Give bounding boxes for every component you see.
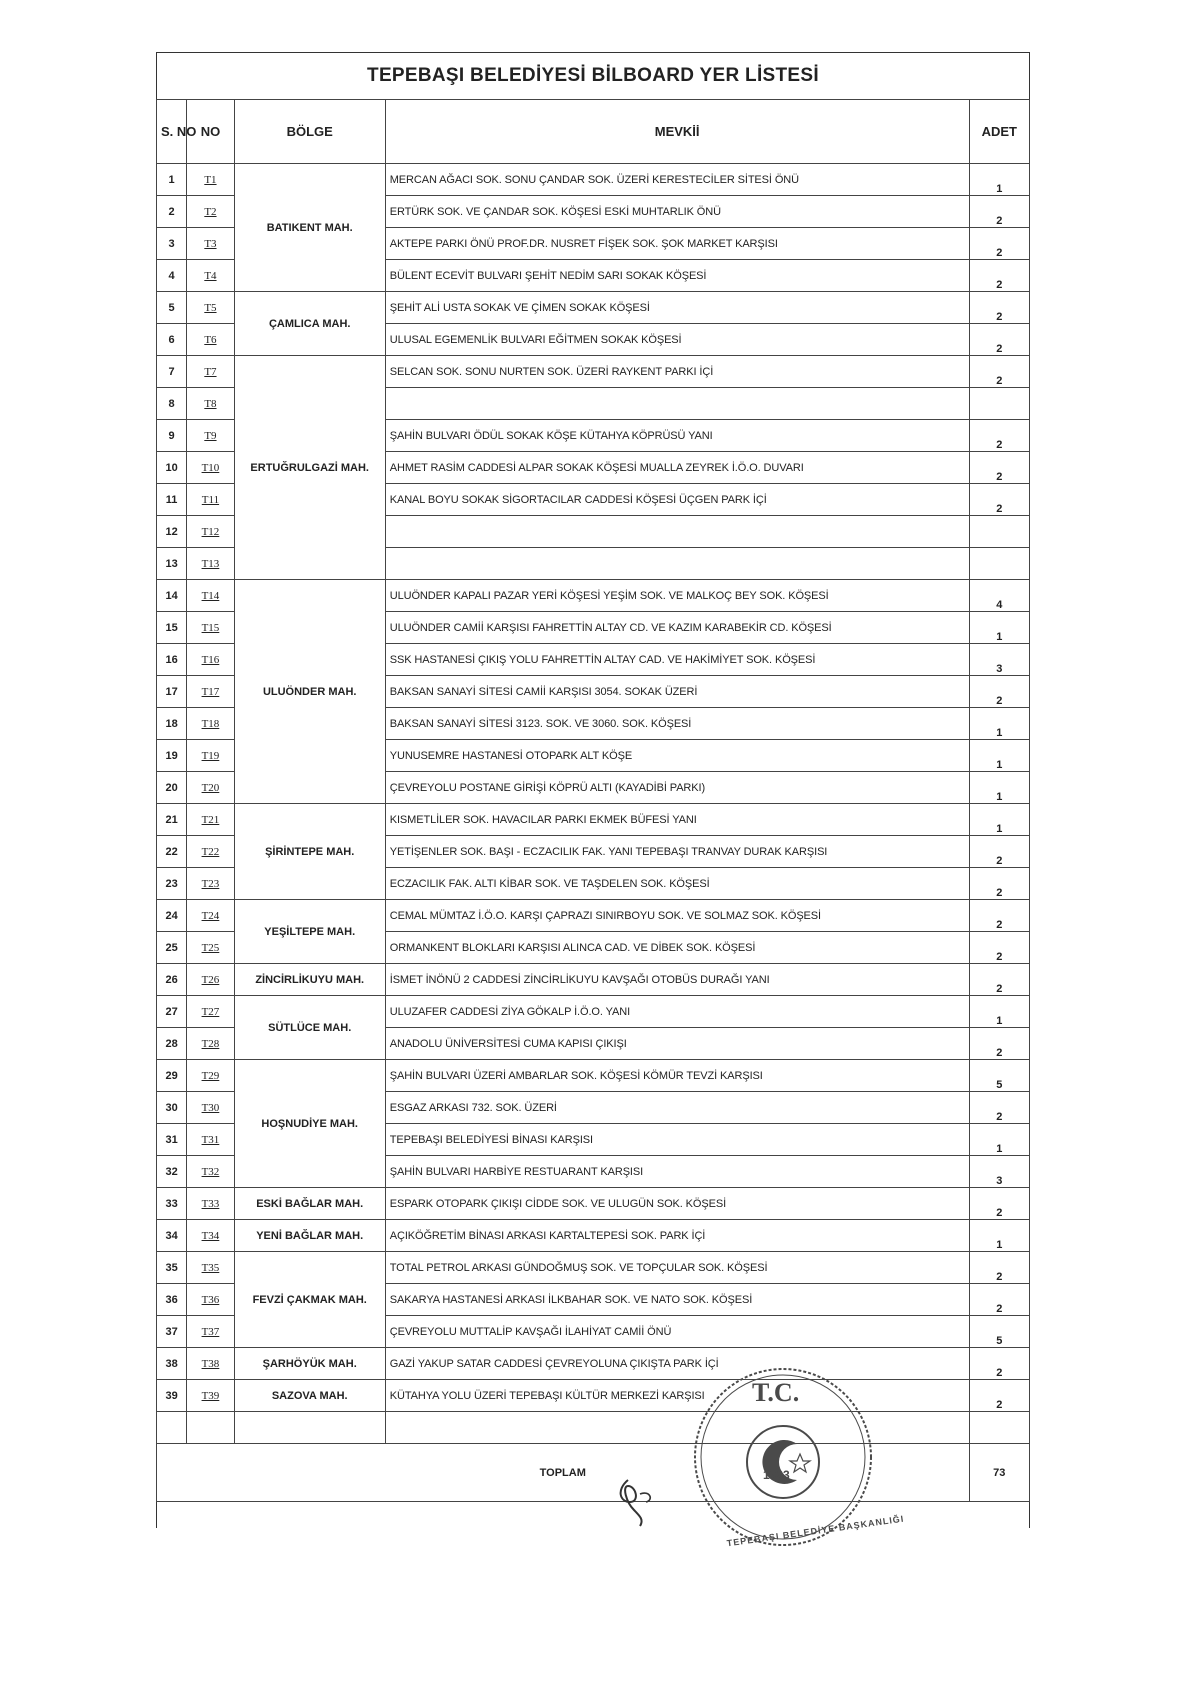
row-adet: 5 — [969, 1060, 1029, 1092]
row-adet: 1 — [969, 164, 1029, 196]
row-mevki: ECZACILIK FAK. ALTI KİBAR SOK. VE TAŞDELEN SOK. KÖŞESİ — [385, 868, 969, 900]
row-adet: 2 — [969, 260, 1029, 292]
row-bolge: ESKİ BAĞLAR MAH. — [234, 1188, 385, 1220]
row-no: T6 — [187, 324, 234, 356]
row-bolge: ZİNCİRLİKUYU MAH. — [234, 964, 385, 996]
seal-top-text: T.C. — [752, 1378, 800, 1407]
row-mevki: GAZİ YAKUP SATAR CADDESİ ÇEVREYOLUNA ÇIKIŞTA PARK İÇİ — [385, 1348, 969, 1380]
total-label: TOPLAM — [157, 1444, 970, 1502]
row-sno: 34 — [157, 1220, 187, 1252]
row-no: T25 — [187, 932, 234, 964]
row-mevki: ULUSAL EGEMENLİK BULVARI EĞİTMEN SOKAK KÖŞESİ — [385, 324, 969, 356]
table-row — [157, 1380, 1030, 1412]
row-bolge: ERTUĞRULGAZİ MAH. — [234, 356, 385, 580]
row-mevki: ŞAHİN BULVARI HARBİYE RESTUARANT KARŞISI — [385, 1156, 969, 1188]
row-sno: 26 — [157, 964, 187, 996]
row-mevki: BAKSAN SANAYİ SİTESİ CAMİİ KARŞISI 3054. SOKAK ÜZERİ — [385, 676, 969, 708]
row-mevki: SAKARYA HASTANESİ ARKASI İLKBAHAR SOK. VE NATO SOK. KÖŞESİ — [385, 1284, 969, 1316]
row-no: T15 — [187, 612, 234, 644]
row-adet: 2 — [969, 292, 1029, 324]
row-adet: 1 — [969, 1124, 1029, 1156]
row-bolge: BATIKENT MAH. — [234, 164, 385, 292]
row-sno: 7 — [157, 356, 187, 388]
row-sno: 8 — [157, 388, 187, 420]
row-adet: 2 — [969, 1284, 1029, 1316]
table-row — [157, 356, 1030, 388]
table-row — [157, 164, 1030, 196]
row-mevki: ŞEHİT ALİ USTA SOKAK VE ÇİMEN SOKAK KÖŞESİ — [385, 292, 969, 324]
row-no: T39 — [187, 1380, 234, 1412]
row-sno: 20 — [157, 772, 187, 804]
row-adet: 2 — [969, 1092, 1029, 1124]
row-bolge: SAZOVA MAH. — [234, 1380, 385, 1412]
row-sno: 5 — [157, 292, 187, 324]
row-mevki: KISMETLİLER SOK. HAVACILAR PARKI EKMEK BÜFESİ YANI — [385, 804, 969, 836]
row-sno: 4 — [157, 260, 187, 292]
row-no: T33 — [187, 1188, 234, 1220]
row-sno: 12 — [157, 516, 187, 548]
row-mevki: ESPARK OTOPARK ÇIKIŞI CİDDE SOK. VE ULUGÜN SOK. KÖŞESİ — [385, 1188, 969, 1220]
row-adet: 4 — [969, 580, 1029, 612]
row-sno: 15 — [157, 612, 187, 644]
row-mevki: ESGAZ ARKASI 732. SOK. ÜZERİ — [385, 1092, 969, 1124]
row-no: T1 — [187, 164, 234, 196]
blank-cell — [157, 1412, 187, 1444]
row-adet: 2 — [969, 900, 1029, 932]
handwritten-signature-icon — [610, 1472, 670, 1532]
row-adet: 3 — [969, 644, 1029, 676]
header-row — [157, 100, 1030, 164]
row-mevki: ŞAHİN BULVARI ÖDÜL SOKAK KÖŞE KÜTAHYA KÖPRÜSÜ YANI — [385, 420, 969, 452]
row-mevki: ULUÖNDER KAPALI PAZAR YERİ KÖŞESİ YEŞİM SOK. VE MALKOÇ BEY SOK. KÖŞESİ — [385, 580, 969, 612]
row-mevki: SELCAN SOK. SONU NURTEN SOK. ÜZERİ RAYKENT PARKI İÇİ — [385, 356, 969, 388]
row-sno: 36 — [157, 1284, 187, 1316]
row-adet — [969, 388, 1029, 420]
row-adet: 3 — [969, 1156, 1029, 1188]
row-mevki — [385, 516, 969, 548]
row-adet: 2 — [969, 1380, 1029, 1412]
row-no: T21 — [187, 804, 234, 836]
row-adet: 2 — [969, 868, 1029, 900]
page-title: TEPEBAŞI BELEDİYESİ BİLBOARD YER LİSTESİ — [367, 65, 819, 86]
row-no: T9 — [187, 420, 234, 452]
row-sno: 14 — [157, 580, 187, 612]
row-adet: 2 — [969, 228, 1029, 260]
row-adet: 1 — [969, 612, 1029, 644]
blank-cell — [385, 1412, 969, 1444]
row-no: T32 — [187, 1156, 234, 1188]
row-adet: 1 — [969, 804, 1029, 836]
row-mevki: KANAL BOYU SOKAK SİGORTACILAR CADDESİ KÖŞESİ ÜÇGEN PARK İÇİ — [385, 484, 969, 516]
row-bolge: YEŞİLTEPE MAH. — [234, 900, 385, 964]
row-adet: 2 — [969, 324, 1029, 356]
row-no: T34 — [187, 1220, 234, 1252]
header-no: NO — [187, 100, 234, 164]
blank-cell — [234, 1412, 385, 1444]
row-no: T35 — [187, 1252, 234, 1284]
row-adet: 5 — [969, 1316, 1029, 1348]
row-bolge: HOŞNUDİYE MAH. — [234, 1060, 385, 1188]
row-adet: 2 — [969, 932, 1029, 964]
row-adet: 1 — [969, 772, 1029, 804]
row-adet: 2 — [969, 452, 1029, 484]
row-no: T8 — [187, 388, 234, 420]
row-no: T13 — [187, 548, 234, 580]
row-sno: 29 — [157, 1060, 187, 1092]
row-no: T16 — [187, 644, 234, 676]
row-adet: 2 — [969, 836, 1029, 868]
row-no: T31 — [187, 1124, 234, 1156]
row-bolge: ÇAMLICA MAH. — [234, 292, 385, 356]
row-adet: 2 — [969, 420, 1029, 452]
row-adet — [969, 548, 1029, 580]
table-row — [157, 580, 1030, 612]
row-mevki: BÜLENT ECEVİT BULVARI ŞEHİT NEDİM SARI SOKAK KÖŞESİ — [385, 260, 969, 292]
blank-row — [157, 1412, 1030, 1444]
table-row — [157, 1348, 1030, 1380]
row-mevki: ULUÖNDER CAMİİ KARŞISI FAHRETTİN ALTAY CD. VE KAZIM KARABEKİR CD. KÖŞESİ — [385, 612, 969, 644]
row-no: T12 — [187, 516, 234, 548]
row-sno: 3 — [157, 228, 187, 260]
blank-cell — [969, 1412, 1029, 1444]
row-sno: 13 — [157, 548, 187, 580]
row-sno: 31 — [157, 1124, 187, 1156]
row-sno: 35 — [157, 1252, 187, 1284]
row-adet — [969, 516, 1029, 548]
row-adet: 1 — [969, 708, 1029, 740]
row-no: T23 — [187, 868, 234, 900]
row-adet: 2 — [969, 964, 1029, 996]
row-sno: 37 — [157, 1316, 187, 1348]
row-no: T14 — [187, 580, 234, 612]
row-no: T2 — [187, 196, 234, 228]
row-adet: 2 — [969, 1348, 1029, 1380]
row-bolge: FEVZİ ÇAKMAK MAH. — [234, 1252, 385, 1348]
billboard-table — [156, 99, 1030, 1502]
row-no: T20 — [187, 772, 234, 804]
row-no: T28 — [187, 1028, 234, 1060]
row-mevki: SSK HASTANESİ ÇIKIŞ YOLU FAHRETTİN ALTAY CAD. VE HAKİMİYET SOK. KÖŞESİ — [385, 644, 969, 676]
row-sno: 30 — [157, 1092, 187, 1124]
row-adet: 2 — [969, 1252, 1029, 1284]
row-sno: 1 — [157, 164, 187, 196]
row-no: T3 — [187, 228, 234, 260]
row-mevki: ULUZAFER CADDESİ ZİYA GÖKALP İ.Ö.O. YANI — [385, 996, 969, 1028]
row-sno: 23 — [157, 868, 187, 900]
row-mevki: MERCAN AĞACI SOK. SONU ÇANDAR SOK. ÜZERİ KERESTECİLER SİTESİ ÖNÜ — [385, 164, 969, 196]
row-mevki: ORMANKENT BLOKLARI KARŞISI ALINCA CAD. VE DİBEK SOK. KÖŞESİ — [385, 932, 969, 964]
row-mevki: CEMAL MÜMTAZ İ.Ö.O. KARŞI ÇAPRAZI SINIRBOYU SOK. VE SOLMAZ SOK. KÖŞESİ — [385, 900, 969, 932]
row-mevki: ERTÜRK SOK. VE ÇANDAR SOK. KÖŞESİ ESKİ MUHTARLIK ÖNÜ — [385, 196, 969, 228]
row-no: T22 — [187, 836, 234, 868]
seal-ring-text: TEPEBAŞI BELEDİYE BAŞKANLIĞI — [726, 1513, 905, 1549]
row-sno: 39 — [157, 1380, 187, 1412]
row-adet: 2 — [969, 1028, 1029, 1060]
table-row — [157, 900, 1030, 932]
row-no: T26 — [187, 964, 234, 996]
row-mevki: İSMET İNÖNÜ 2 CADDESİ ZİNCİRLİKUYU KAVŞAĞI OTOBÜS DURAĞI YANI — [385, 964, 969, 996]
table-row — [157, 996, 1030, 1028]
row-mevki: ÇEVREYOLU POSTANE GİRİŞİ KÖPRÜ ALTI (KAYADİBİ PARKI) — [385, 772, 969, 804]
row-no: T18 — [187, 708, 234, 740]
row-mevki: YETİŞENLER SOK. BAŞI - ECZACILIK FAK. YANI TEPEBAŞI TRANVAY DURAK KARŞISI — [385, 836, 969, 868]
row-sno: 10 — [157, 452, 187, 484]
row-no: T7 — [187, 356, 234, 388]
row-sno: 19 — [157, 740, 187, 772]
row-bolge: ŞİRİNTEPE MAH. — [234, 804, 385, 900]
row-no: T4 — [187, 260, 234, 292]
row-adet: 1 — [969, 1220, 1029, 1252]
table-row — [157, 1188, 1030, 1220]
row-sno: 6 — [157, 324, 187, 356]
row-bolge: SÜTLÜCE MAH. — [234, 996, 385, 1060]
row-no: T36 — [187, 1284, 234, 1316]
seal-year: 1923 — [763, 1468, 790, 1482]
row-mevki: TEPEBAŞI BELEDİYESİ BİNASI KARŞISI — [385, 1124, 969, 1156]
row-no: T27 — [187, 996, 234, 1028]
row-adet: 1 — [969, 996, 1029, 1028]
row-adet: 2 — [969, 356, 1029, 388]
table-row — [157, 964, 1030, 996]
row-sno: 28 — [157, 1028, 187, 1060]
row-sno: 16 — [157, 644, 187, 676]
header-mevki: MEVKİİ — [385, 100, 969, 164]
row-sno: 27 — [157, 996, 187, 1028]
row-mevki: AÇIKÖĞRETİM BİNASI ARKASI KARTALTEPESİ SOK. PARK İÇİ — [385, 1220, 969, 1252]
row-adet: 2 — [969, 484, 1029, 516]
row-bolge: ULUÖNDER MAH. — [234, 580, 385, 804]
table-row — [157, 804, 1030, 836]
row-adet: 2 — [969, 196, 1029, 228]
row-mevki: YUNUSEMRE HASTANESİ OTOPARK ALT KÖŞE — [385, 740, 969, 772]
row-no: T37 — [187, 1316, 234, 1348]
row-sno: 18 — [157, 708, 187, 740]
total-row — [157, 1444, 1030, 1502]
row-mevki — [385, 548, 969, 580]
row-sno: 38 — [157, 1348, 187, 1380]
row-mevki: ANADOLU ÜNİVERSİTESİ CUMA KAPISI ÇIKIŞI — [385, 1028, 969, 1060]
row-mevki: ÇEVREYOLU MUTTALİP KAVŞAĞI İLAHİYAT CAMİİ ÖNÜ — [385, 1316, 969, 1348]
row-mevki: BAKSAN SANAYİ SİTESİ 3123. SOK. VE 3060. SOK. KÖŞESİ — [385, 708, 969, 740]
row-sno: 24 — [157, 900, 187, 932]
row-sno: 17 — [157, 676, 187, 708]
row-mevki: AHMET RASİM CADDESİ ALPAR SOKAK KÖŞESİ MUALLA ZEYREK İ.Ö.O. DUVARI — [385, 452, 969, 484]
row-sno: 21 — [157, 804, 187, 836]
row-bolge: YENİ BAĞLAR MAH. — [234, 1220, 385, 1252]
row-no: T10 — [187, 452, 234, 484]
blank-cell — [187, 1412, 234, 1444]
row-sno: 33 — [157, 1188, 187, 1220]
row-no: T38 — [187, 1348, 234, 1380]
table-row — [157, 1060, 1030, 1092]
row-no: T24 — [187, 900, 234, 932]
row-mevki: KÜTAHYA YOLU ÜZERİ TEPEBAŞI KÜLTÜR MERKEZİ KARŞISI — [385, 1380, 969, 1412]
row-no: T30 — [187, 1092, 234, 1124]
table-row — [157, 1220, 1030, 1252]
row-sno: 25 — [157, 932, 187, 964]
row-no: T17 — [187, 676, 234, 708]
table-row — [157, 292, 1030, 324]
table-row — [157, 1252, 1030, 1284]
row-mevki: ŞAHİN BULVARI ÜZERİ AMBARLAR SOK. KÖŞESİ KÖMÜR TEVZİ KARŞISI — [385, 1060, 969, 1092]
row-mevki: AKTEPE PARKI ÖNÜ PROF.DR. NUSRET FİŞEK SOK. ŞOK MARKET KARŞISI — [385, 228, 969, 260]
header-bolge: BÖLGE — [234, 100, 385, 164]
row-adet: 2 — [969, 676, 1029, 708]
row-bolge: ŞARHÖYÜK MAH. — [234, 1348, 385, 1380]
row-no: T11 — [187, 484, 234, 516]
total-value: 73 — [969, 1444, 1029, 1502]
row-sno: 11 — [157, 484, 187, 516]
row-adet: 1 — [969, 740, 1029, 772]
row-sno: 22 — [157, 836, 187, 868]
row-mevki — [385, 388, 969, 420]
row-sno: 9 — [157, 420, 187, 452]
row-sno: 32 — [157, 1156, 187, 1188]
row-no: T29 — [187, 1060, 234, 1092]
header-adet: ADET — [969, 100, 1029, 164]
row-adet: 2 — [969, 1188, 1029, 1220]
row-no: T19 — [187, 740, 234, 772]
row-sno: 2 — [157, 196, 187, 228]
row-no: T5 — [187, 292, 234, 324]
row-mevki: TOTAL PETROL ARKASI GÜNDOĞMUŞ SOK. VE TOPÇULAR SOK. KÖŞESİ — [385, 1252, 969, 1284]
header-sno: S. NO — [157, 100, 187, 164]
